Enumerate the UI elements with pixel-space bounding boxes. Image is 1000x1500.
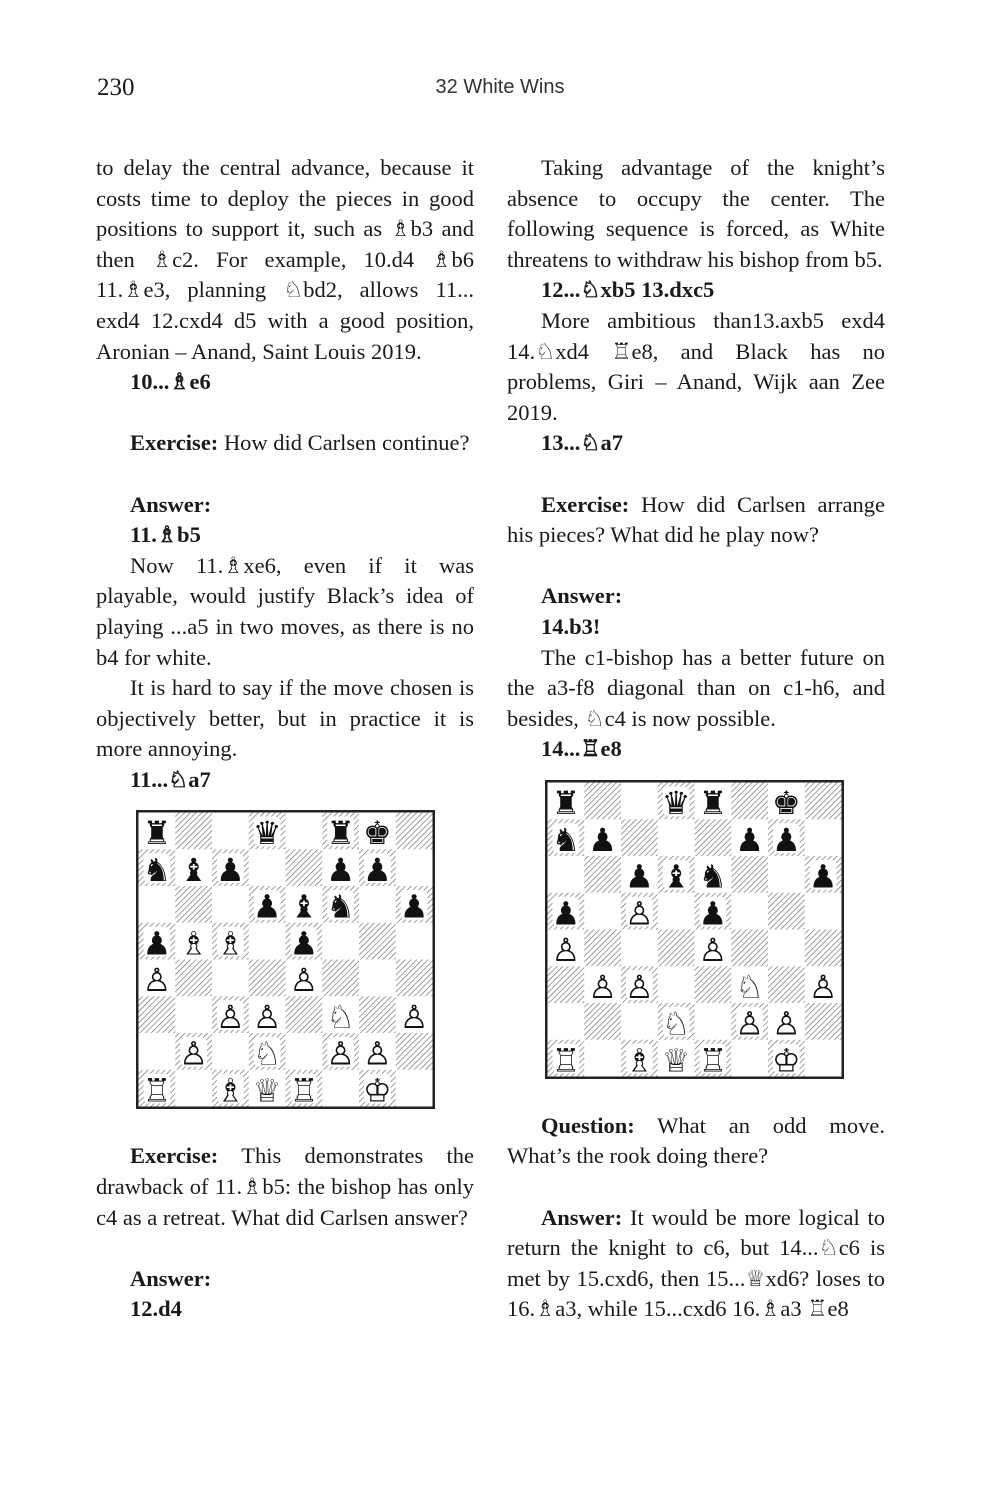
left-column bbox=[96, 153, 474, 1325]
dark-square bbox=[396, 1033, 433, 1070]
white-bishop-piece: ♗ bbox=[216, 924, 245, 963]
move-heading: 13...♘a7 bbox=[541, 430, 624, 456]
exercise-text: This demonstrates the drawback of 11.♗b5: the bishop has only c4 as a retreat. What did Carlsen answer? bbox=[96, 1143, 474, 1230]
white-pawn-piece: ♙ bbox=[625, 894, 654, 933]
move-heading: 12...♘xb5 13.dxc5 bbox=[541, 277, 715, 303]
paragraph: The c1-bishop has a better future on the a3-f8 diagonal than on c1-h6, and besides, ♘c4 is now possible. bbox=[507, 644, 885, 731]
black-bishop-piece: ♝ bbox=[661, 857, 691, 896]
white-bishop-piece: ♗ bbox=[625, 1041, 654, 1079]
question-label: Question: bbox=[541, 1112, 635, 1138]
dark-square bbox=[584, 856, 621, 893]
black-pawn-piece: ♟ bbox=[808, 857, 838, 896]
white-knight-piece: ♘ bbox=[661, 1004, 691, 1043]
exercise-text: How did Carlsen arrange his pieces? What did he play now? bbox=[507, 491, 885, 548]
white-rook-piece: ♖ bbox=[142, 1071, 172, 1110]
black-knight-piece: ♞ bbox=[326, 888, 355, 927]
white-pawn-piece: ♙ bbox=[252, 998, 282, 1037]
answer bbox=[507, 1203, 885, 1325]
dark-square bbox=[805, 782, 842, 819]
black-rook-piece: ♜ bbox=[698, 783, 728, 822]
black-pawn-piece: ♟ bbox=[363, 851, 392, 890]
white-pawn-piece: ♙ bbox=[698, 930, 728, 969]
dark-square bbox=[695, 819, 732, 856]
dark-square bbox=[731, 929, 768, 966]
chess-board bbox=[136, 810, 435, 1109]
black-knight-piece: ♞ bbox=[142, 851, 172, 890]
white-pawn-piece: ♙ bbox=[399, 998, 429, 1037]
black-pawn-piece: ♟ bbox=[142, 924, 172, 963]
black-bishop-piece: ♝ bbox=[289, 888, 319, 927]
paragraph: to delay the central advance, because it costs time to deploy the pieces in good positions to support it, such as ♗b3 and then ♗c2. For example, 10.d4 ♗b6 11.♗e3, planning ♘bd2, allows 11... exd4 12.cxd4 d5 with a good position, Aronian – Anand, Saint Louis 2019. bbox=[96, 155, 474, 364]
dark-square bbox=[286, 850, 323, 887]
white-pawn-piece: ♙ bbox=[289, 961, 319, 1000]
white-knight-piece: ♘ bbox=[735, 967, 764, 1006]
dark-square bbox=[731, 782, 768, 819]
answer-text: It would be more logical to return the knight to c6, but 14...♘c6 is met by 15.cxd6, then 15...♕xd6? loses to 16.♗a3, while 15...cxd6 16.♗a3 ♖e8 bbox=[507, 1204, 885, 1322]
black-pawn-piece: ♟ bbox=[625, 857, 654, 896]
white-pawn-piece: ♙ bbox=[326, 1035, 355, 1074]
dark-square bbox=[359, 923, 396, 960]
white-pawn-piece: ♙ bbox=[551, 930, 581, 969]
move-heading: 14...♖e8 bbox=[541, 736, 622, 762]
chess-diagram-1 bbox=[96, 810, 474, 1109]
white-pawn-piece: ♙ bbox=[142, 961, 172, 1000]
white-knight-piece: ♘ bbox=[326, 998, 355, 1037]
black-bishop-piece: ♝ bbox=[179, 851, 208, 890]
white-king-piece: ♔ bbox=[363, 1071, 392, 1110]
question bbox=[507, 1111, 885, 1172]
exercise bbox=[507, 490, 885, 551]
page-number: 230 bbox=[97, 74, 135, 101]
white-bishop-piece: ♗ bbox=[179, 924, 208, 963]
answer-label: Answer: bbox=[130, 491, 212, 517]
black-rook-piece: ♜ bbox=[142, 814, 172, 853]
dark-square bbox=[731, 856, 768, 893]
answer-label: Answer: bbox=[541, 583, 623, 609]
exercise-text: How did Carlsen continue? bbox=[218, 430, 470, 456]
white-king-piece: ♔ bbox=[772, 1041, 801, 1079]
black-queen-piece: ♛ bbox=[252, 814, 282, 853]
exercise bbox=[96, 1141, 474, 1233]
white-rook-piece: ♖ bbox=[289, 1071, 319, 1110]
dark-square bbox=[286, 997, 323, 1034]
black-pawn-piece: ♟ bbox=[772, 820, 801, 859]
black-knight-piece: ♞ bbox=[698, 857, 728, 896]
dark-square bbox=[768, 966, 805, 1003]
black-pawn-piece: ♟ bbox=[289, 924, 319, 963]
black-rook-piece: ♜ bbox=[326, 814, 355, 853]
dark-square bbox=[584, 1003, 621, 1040]
dark-square bbox=[584, 782, 621, 819]
white-pawn-piece: ♙ bbox=[216, 998, 245, 1037]
black-pawn-piece: ♟ bbox=[551, 894, 581, 933]
right-column bbox=[507, 153, 885, 1325]
black-knight-piece: ♞ bbox=[551, 820, 581, 859]
exercise-label: Exercise: bbox=[130, 430, 219, 456]
black-rook-piece: ♜ bbox=[551, 783, 581, 822]
dark-square bbox=[139, 997, 176, 1034]
move-heading: 11.♗b5 bbox=[130, 522, 201, 548]
dark-square bbox=[805, 929, 842, 966]
black-pawn-piece: ♟ bbox=[216, 851, 245, 890]
black-king-piece: ♚ bbox=[772, 783, 801, 822]
answer-label: Answer: bbox=[541, 1204, 623, 1230]
white-bishop-piece: ♗ bbox=[216, 1071, 245, 1110]
white-pawn-piece: ♙ bbox=[179, 1035, 208, 1074]
move-heading: 10...♗e6 bbox=[130, 369, 211, 395]
exercise-label: Exercise: bbox=[541, 491, 630, 517]
white-pawn-piece: ♙ bbox=[735, 1004, 764, 1043]
dark-square bbox=[621, 819, 658, 856]
paragraph: Taking advantage of the knight’s absence to occupy the center. The following sequence is forced, as White threatens to withdraw his bishop from b5. bbox=[507, 155, 885, 272]
white-pawn-piece: ♙ bbox=[772, 1004, 801, 1043]
black-pawn-piece: ♟ bbox=[326, 851, 355, 890]
paragraph: Now 11.♗xe6, even if it was playable, would justify Black’s idea of playing ...a5 in two moves, as there is no b4 for white. bbox=[96, 552, 474, 670]
black-pawn-piece: ♟ bbox=[399, 888, 429, 927]
dark-square bbox=[805, 1003, 842, 1040]
dark-square bbox=[658, 929, 695, 966]
dark-square bbox=[322, 960, 359, 997]
move-heading: 14.b3! bbox=[541, 613, 601, 639]
white-pawn-piece: ♙ bbox=[363, 1035, 392, 1074]
question-text: What an odd move. What’s the rook doing there? bbox=[507, 1112, 885, 1169]
white-queen-piece: ♕ bbox=[252, 1071, 282, 1110]
white-rook-piece: ♖ bbox=[698, 1041, 728, 1079]
dark-square bbox=[175, 886, 212, 923]
black-pawn-piece: ♟ bbox=[588, 820, 617, 859]
dark-square bbox=[175, 960, 212, 997]
dark-square bbox=[359, 997, 396, 1034]
dark-square bbox=[249, 960, 286, 997]
white-pawn-piece: ♙ bbox=[625, 967, 654, 1006]
black-pawn-piece: ♟ bbox=[252, 888, 282, 927]
chess-diagram-2 bbox=[507, 780, 885, 1079]
white-knight-piece: ♘ bbox=[252, 1035, 282, 1074]
white-pawn-piece: ♙ bbox=[588, 967, 617, 1006]
dark-square bbox=[768, 893, 805, 930]
dark-square bbox=[548, 966, 585, 1003]
answer-label: Answer: bbox=[130, 1265, 212, 1291]
dark-square bbox=[695, 966, 732, 1003]
move-heading: 12.d4 bbox=[130, 1296, 182, 1322]
white-rook-piece: ♖ bbox=[551, 1041, 581, 1079]
black-king-piece: ♚ bbox=[363, 814, 392, 853]
chess-board bbox=[545, 780, 844, 1079]
white-queen-piece: ♕ bbox=[661, 1041, 691, 1079]
black-pawn-piece: ♟ bbox=[735, 820, 764, 859]
exercise-label: Exercise: bbox=[130, 1143, 219, 1169]
black-queen-piece: ♛ bbox=[661, 783, 691, 822]
exercise bbox=[96, 428, 474, 459]
white-pawn-piece: ♙ bbox=[808, 967, 838, 1006]
dark-square bbox=[396, 813, 433, 850]
paragraph: More ambitious than13.axb5 exd4 14.♘xd4 ♖e8, and Black has no problems, Giri – Anand, Wijk aan Zee 2019. bbox=[507, 307, 885, 425]
dark-square bbox=[175, 813, 212, 850]
paragraph: It is hard to say if the move chosen is objectively better, but in practice it is more annoying. bbox=[96, 675, 474, 762]
black-pawn-piece: ♟ bbox=[698, 894, 728, 933]
running-head: 32 White Wins bbox=[435, 76, 565, 98]
move-heading: 11...♘a7 bbox=[130, 766, 211, 792]
dark-square bbox=[396, 960, 433, 997]
dark-square bbox=[584, 929, 621, 966]
